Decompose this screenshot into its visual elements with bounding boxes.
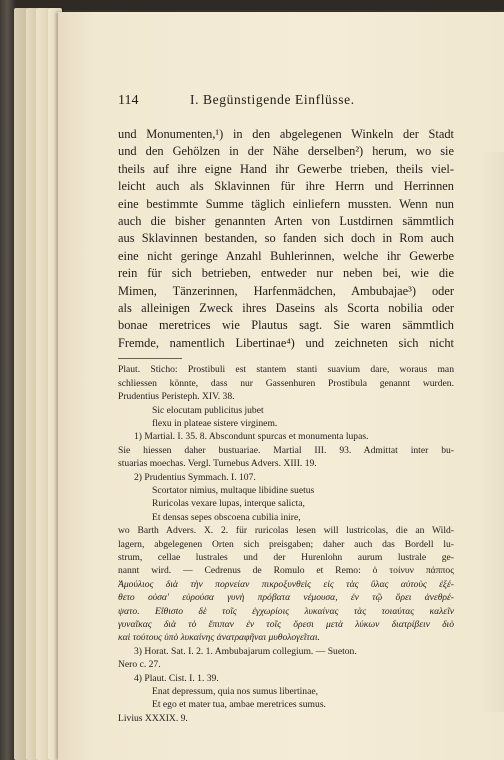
footnote-line: Sie hiessen daher bustuariae. Martial III. 93. Admittat inter bu- <box>118 444 454 456</box>
page-header <box>118 92 454 114</box>
page-shadow <box>482 152 504 712</box>
footnote-line: 1) Martial. I. 35. 8. Abscondunt spurcas et monumenta lupas. <box>134 431 369 443</box>
footnotes <box>118 363 454 725</box>
footnote-line: 2) Prudentius Symmach. I. 107. <box>134 471 256 483</box>
text-line: eine nicht geringe Anzahl Buhlerinnen, welche ihr Gewerbe <box>118 248 454 263</box>
text-line: theils auf ihre eigne Hand ihr Gewerbe trieben, theils viel- <box>118 161 454 176</box>
text-line: und den Gehölzen in der Nähe derselben²) herum, wo sie <box>118 144 454 159</box>
footnote-line: Plaut. Sticho: Prostibuli est stantem stanti suavium dare, woraus man <box>118 364 454 376</box>
footnote-line: Ruricolas vexare lupas, interque salicta, <box>152 498 305 510</box>
footnote-line: lagern, abgelegenen Orten sich preisgaben; daher auch das Bordell lu- <box>118 538 454 550</box>
text-line: aus Sklavinnen bestanden, so fanden sich doch in Rom auch <box>118 231 454 246</box>
running-title: I. Begünstigende Einflüsse. <box>190 92 355 107</box>
footnote-line: καὶ τούτους ὑπὸ λυκαίνης ἀνατραφῆναι μυθολογεῖται. <box>118 632 320 644</box>
text-line: Mimen, Tänzerinnen, Harfenmädchen, Ambubajae³) oder <box>118 283 454 298</box>
footnote-line: strum, cellae lustrales und der Hurenlohn aurum lustrale ge- <box>118 551 454 563</box>
footnote-line: ψατο. Εἴθισto δὲ τοῖς ἐγχωρίοις λυκαίνας τὰς τοιαύτας καλεῖν <box>118 605 454 617</box>
page-number: 114 <box>118 93 139 108</box>
footnote-line: θετο οὐσα' εὐρούσα γυνὴ πρόβατα νέμουσα, ἐν τῷ ὄρει ἀνεθρέ- <box>118 592 454 604</box>
footnote-line: wo Barth Advers. X. 2. für ruricolas lesen will lustricolas, die an Wild- <box>118 525 454 537</box>
page-content <box>118 92 454 725</box>
footnote-line: Sic elocutam publicitus jubet <box>152 404 264 416</box>
text-line: auch die bisher genannten Arten von Lustdirnen sämmtlich <box>118 214 454 229</box>
footnote-line: Ἀμούλιος διὰ τὴν πορνείαν πικροξυνθεὶς εἰς τὰς ὕλας αὐτοὺς ἐξέ- <box>118 578 454 590</box>
footnote-line: Nero c. 27. <box>118 659 161 671</box>
footnote-line: flexu in plateae sistere virginem. <box>152 417 278 429</box>
footnote-line: Et densas sepes obscoena cubilia inire, <box>152 511 301 523</box>
footnote-line: Livius XXXIX. 9. <box>118 712 188 724</box>
footnote-line: Prudentius Peristeph. XIV. 38. <box>118 391 235 403</box>
book-cover-edge <box>0 0 504 10</box>
text-line: als alleinigen Zweck ihres Daseins als Scorta nobilia oder <box>118 301 454 316</box>
main-text <box>118 126 454 352</box>
footnote-line: Et ego et mater tua, ambae meretrices sumus. <box>152 699 326 711</box>
text-line: eine bestimmte Summe täglich einliefern mussten. Wenn nun <box>118 196 454 211</box>
footnote-line: 3) Horat. Sat. I. 2. 1. Ambubajarum collegium. — Sueton. <box>134 645 357 657</box>
text-line: Fremde, namentlich Libertinae⁴) und zeichneten sich nicht <box>118 335 454 350</box>
text-line: rein für sich betrieben, entweder nur neben bei, wie die <box>118 266 454 281</box>
footnote-line: Scortator nimius, multaque libidine suetus <box>152 484 315 496</box>
footnote-line: γυναῖκας διὰ τὸ ἔπιπαν ἐν τοῖς ὄρεσι μετὰ λύκων διατρίβειν διὸ <box>118 619 454 630</box>
footnote-line: nannt wird. — Cedrenus de Romulo et Remo: ὁ τοίνυν πάππος <box>118 565 454 577</box>
text-line: leicht auch als Sklavinnen für ihre Herrn und Herrinnen <box>118 179 454 194</box>
footnote-rule <box>118 358 182 359</box>
text-line: bonae meretrices wie Plautus sagt. Sie waren sämmtlich <box>118 318 454 333</box>
footnote-line: Enat depressum, quia nos sumus libertinae, <box>152 686 318 698</box>
text-line: und Monumenten,¹) in den abgelegenen Winkeln der Stadt <box>118 127 454 141</box>
footnote-line: stuarias moechas. Vergl. Turnebus Advers. XIII. 19. <box>118 458 317 470</box>
footnote-line: schliessen könnte, dass nur Gassenhuren Prostibula genannt wurden. <box>118 377 454 389</box>
footnote-line: 4) Plaut. Cist. I. 1. 39. <box>134 672 219 684</box>
